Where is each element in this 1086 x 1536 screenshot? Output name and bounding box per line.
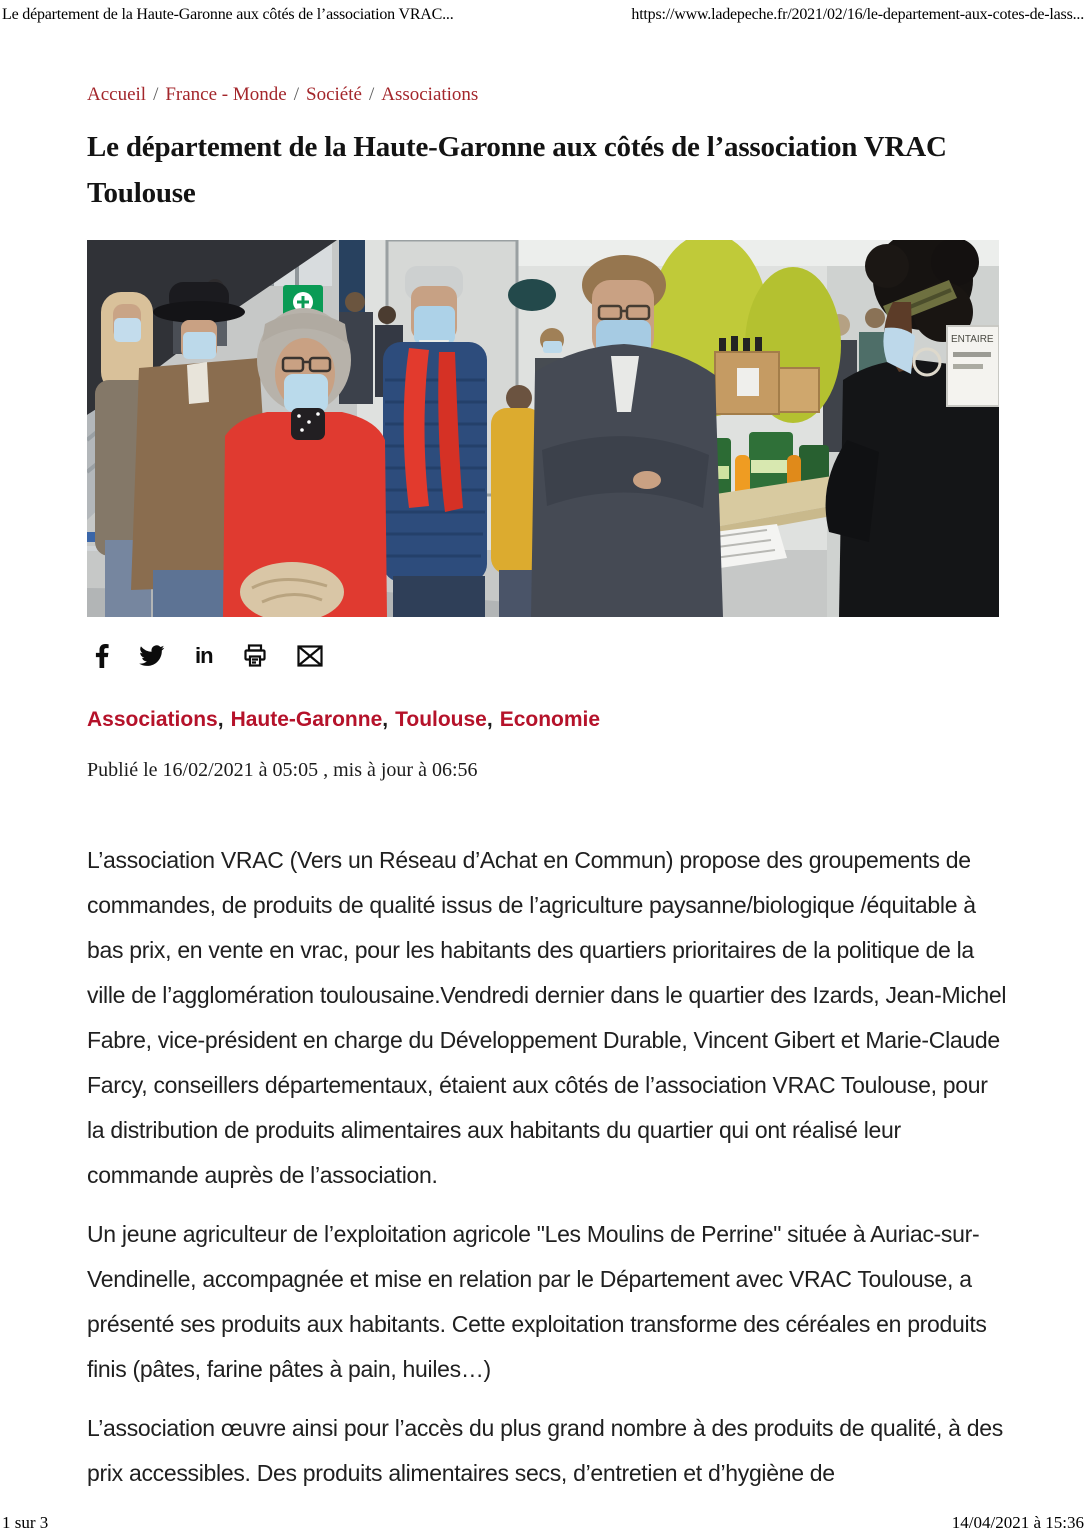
breadcrumb (87, 84, 1007, 106)
linkedin-glyph: in (195, 643, 213, 668)
tags-row (87, 708, 1007, 732)
print-datetime: 14/04/2021 à 15:36 (951, 1513, 1084, 1532)
article-photo (87, 240, 999, 617)
tag-toulouse[interactable]: Toulouse (395, 708, 487, 731)
breadcrumb-france-monde[interactable]: France - Monde (165, 84, 287, 105)
breadcrumb-accueil[interactable]: Accueil (87, 84, 147, 105)
tag-separator: , (217, 708, 224, 731)
article-photo-illustration (87, 240, 999, 617)
print-footer (2, 1513, 1084, 1533)
tag-separator: , (382, 708, 389, 731)
tag-associations[interactable]: Associations (87, 708, 218, 731)
breadcrumb-separator: / (293, 84, 299, 105)
article-body (87, 838, 1007, 1496)
email-icon[interactable] (297, 645, 323, 667)
photo-sign-text: ENTAIRE (951, 334, 994, 345)
breadcrumb-separator: / (153, 84, 159, 105)
tag-separator: , (486, 708, 493, 731)
tag-haute-garonne[interactable]: Haute-Garonne (230, 708, 383, 731)
linkedin-icon[interactable] (195, 645, 213, 667)
social-share-bar (95, 644, 1007, 668)
print-header-title: Le département de la Haute-Garonne aux côtés de l’association VRAC... (2, 6, 454, 23)
print-header (2, 6, 1084, 24)
photo-sign (947, 326, 999, 406)
paragraph-2: Un jeune agriculteur de l’exploitation agricole "Les Moulins de Perrine" située à Auriac-sur-Vendinelle, accompagnée et mise en relation par le Département avec VRAC Toulouse, a présenté ses produits aux habitants. Cette exploitation transforme des céréales en produits finis (pâtes, farine pâtes à pain, huiles…) (87, 1221, 987, 1382)
breadcrumb-separator: / (368, 84, 375, 105)
paragraph-1: L’association VRAC (Vers un Réseau d’Achat en Commun) propose des groupements de commandes, de produits de qualité issus de l’agriculture paysanne/biologique /équitable à bas prix, en vente en vrac, pour les habitants des quartiers prioritaires de la politique de la ville de l’agglomération toulousaine.Vendredi dernier dans le quartier des Izards, Jean-Michel Fabre, vice-président en charge du Développement Durable, Vincent Gibert et Marie-Claude Farcy, conseillers départementaux, étaient aux côtés de l’association VRAC Toulouse, pour la distribution de produits alimentaires aux habitants du quartier qui ont réalisé leur commande auprès de l’association. (87, 847, 1007, 1188)
facebook-icon[interactable] (95, 644, 109, 668)
print-icon[interactable] (243, 644, 267, 668)
article-content (87, 84, 1007, 1496)
breadcrumb-associations[interactable]: Associations (381, 84, 479, 105)
tag-economie[interactable]: Economie (499, 708, 601, 731)
page-number: 1 sur 3 (2, 1513, 49, 1532)
twitter-icon[interactable] (139, 645, 165, 667)
page-title: Le département de la Haute-Garonne aux côtés de l’association VRAC Toulouse (87, 131, 947, 209)
print-header-url: https://www.ladepeche.fr/2021/02/16/le-departement-aux-cotes-de-lass... (631, 6, 1084, 23)
publication-date: Publié le 16/02/2021 à 05:05 , mis à jour à 06:56 (87, 759, 478, 781)
paragraph-3: L’association œuvre ainsi pour l’accès du plus grand nombre à des produits de qualité, à des prix accessibles. Des produits alimentaires secs, d’entretien et d’hygiène de (87, 1415, 1003, 1486)
breadcrumb-societe[interactable]: Société (306, 84, 362, 105)
